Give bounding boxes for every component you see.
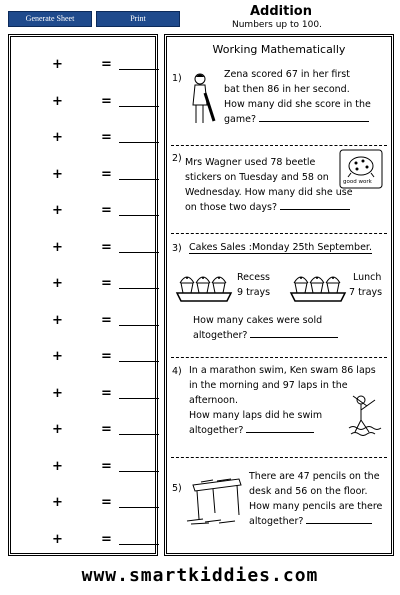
drill-row <box>11 94 161 114</box>
plus-sign: + <box>52 349 63 364</box>
question-2-number: 2) <box>172 153 182 164</box>
drill-row <box>11 240 161 260</box>
divider <box>171 145 387 146</box>
equals-sign: = <box>101 312 112 328</box>
panel-title: Working Mathematically <box>212 43 346 56</box>
recess-label: Recess 9 trays <box>237 272 271 298</box>
question-3-number: 3) <box>172 243 182 254</box>
answer-blank[interactable] <box>119 179 159 180</box>
drill-row <box>11 130 161 150</box>
divider <box>171 357 387 358</box>
divider <box>171 233 387 234</box>
answer-blank[interactable] <box>119 325 159 326</box>
answer-blank[interactable] <box>119 252 159 253</box>
question-4-number: 4) <box>172 366 182 377</box>
equals-sign: = <box>101 239 112 255</box>
equals-sign: = <box>101 166 112 182</box>
answer-blank[interactable] <box>119 215 159 216</box>
plus-sign: + <box>52 93 63 109</box>
plus-sign: + <box>52 458 63 474</box>
lunch-label: Lunch 7 trays <box>349 272 383 298</box>
question-5-number: 5) <box>172 483 182 494</box>
divider <box>171 457 387 458</box>
generate-sheet-button[interactable]: Generate Sheet <box>8 11 92 27</box>
answer-blank[interactable] <box>119 434 159 435</box>
answer-blank[interactable] <box>119 507 159 508</box>
equals-sign: = <box>101 385 112 401</box>
answer-line-5[interactable] <box>306 515 372 524</box>
plus-sign: + <box>52 531 63 547</box>
drill-row <box>11 313 161 333</box>
drill-box <box>8 34 158 556</box>
footer-url: www.smartkiddies.com <box>81 565 319 586</box>
equals-sign: = <box>101 57 112 72</box>
plus-sign: + <box>52 239 63 255</box>
drill-row <box>11 495 161 515</box>
equals-sign: = <box>101 495 112 510</box>
pencils-desk-image <box>183 475 245 525</box>
equals-sign: = <box>101 531 112 547</box>
question-1-text: Zena scored 67 in her first bat then 86 in her second. How many did she score in the game? <box>224 69 371 125</box>
equals-sign: = <box>101 458 112 474</box>
word-problems-panel <box>164 34 394 556</box>
answer-line-1[interactable] <box>259 113 369 122</box>
question-1-number: 1) <box>172 73 182 84</box>
drill-row <box>11 532 161 552</box>
answer-line-4[interactable] <box>246 424 314 433</box>
answer-line-3[interactable] <box>250 329 338 338</box>
question-2-text: Mrs Wagner used 78 beetle stickers on Tuesday and 58 on Wednesday. How many did she use on those two days? <box>185 157 353 213</box>
plus-sign: + <box>52 422 63 437</box>
question-4-text: In a marathon swim, Ken swam 86 laps in the morning and 97 laps in the afternoon. How many laps did he swim altogether? <box>189 365 376 436</box>
answer-blank[interactable] <box>119 398 159 399</box>
equals-sign: = <box>101 422 112 437</box>
equals-sign: = <box>101 276 112 291</box>
drill-row <box>11 57 161 77</box>
plus-sign: + <box>52 130 63 145</box>
answer-blank[interactable] <box>119 544 159 545</box>
answer-blank[interactable] <box>119 69 159 70</box>
cakes-heading: Cakes Sales :Monday 25th September. <box>189 242 372 253</box>
drill-row <box>11 459 161 479</box>
plus-sign: + <box>52 166 63 182</box>
cake-tray-recess-image <box>175 267 233 303</box>
equals-sign: = <box>101 203 112 218</box>
plus-sign: + <box>52 385 63 401</box>
print-button[interactable]: Print <box>96 11 180 27</box>
plus-sign: + <box>52 203 63 218</box>
answer-line-2[interactable] <box>280 201 350 210</box>
cricket-girl-image <box>187 71 217 133</box>
equals-sign: = <box>101 130 112 145</box>
drill-row <box>11 349 161 369</box>
sticker-label: good work <box>343 179 372 185</box>
drill-row <box>11 203 161 223</box>
question-3-text: How many cakes were sold altogether? <box>193 313 338 343</box>
swimmer-image <box>347 392 387 436</box>
drill-row <box>11 422 161 442</box>
answer-blank[interactable] <box>119 288 159 289</box>
plus-sign: + <box>52 312 63 328</box>
page-subtitle: Numbers up to 100. <box>232 20 322 30</box>
equals-sign: = <box>101 349 112 364</box>
answer-blank[interactable] <box>119 106 159 107</box>
drill-row <box>11 386 161 406</box>
cake-tray-lunch-image <box>289 267 347 303</box>
page-title: Addition <box>250 4 312 19</box>
plus-sign: + <box>52 57 63 72</box>
question-5-text: There are 47 pencils on the desk and 56 on the floor. How many pencils are there altogether? <box>249 471 383 527</box>
drill-row <box>11 167 161 187</box>
answer-blank[interactable] <box>119 142 159 143</box>
equals-sign: = <box>101 93 112 109</box>
answer-blank[interactable] <box>119 361 159 362</box>
plus-sign: + <box>52 276 63 291</box>
answer-blank[interactable] <box>119 471 159 472</box>
plus-sign: + <box>52 495 63 510</box>
drill-row <box>11 276 161 296</box>
